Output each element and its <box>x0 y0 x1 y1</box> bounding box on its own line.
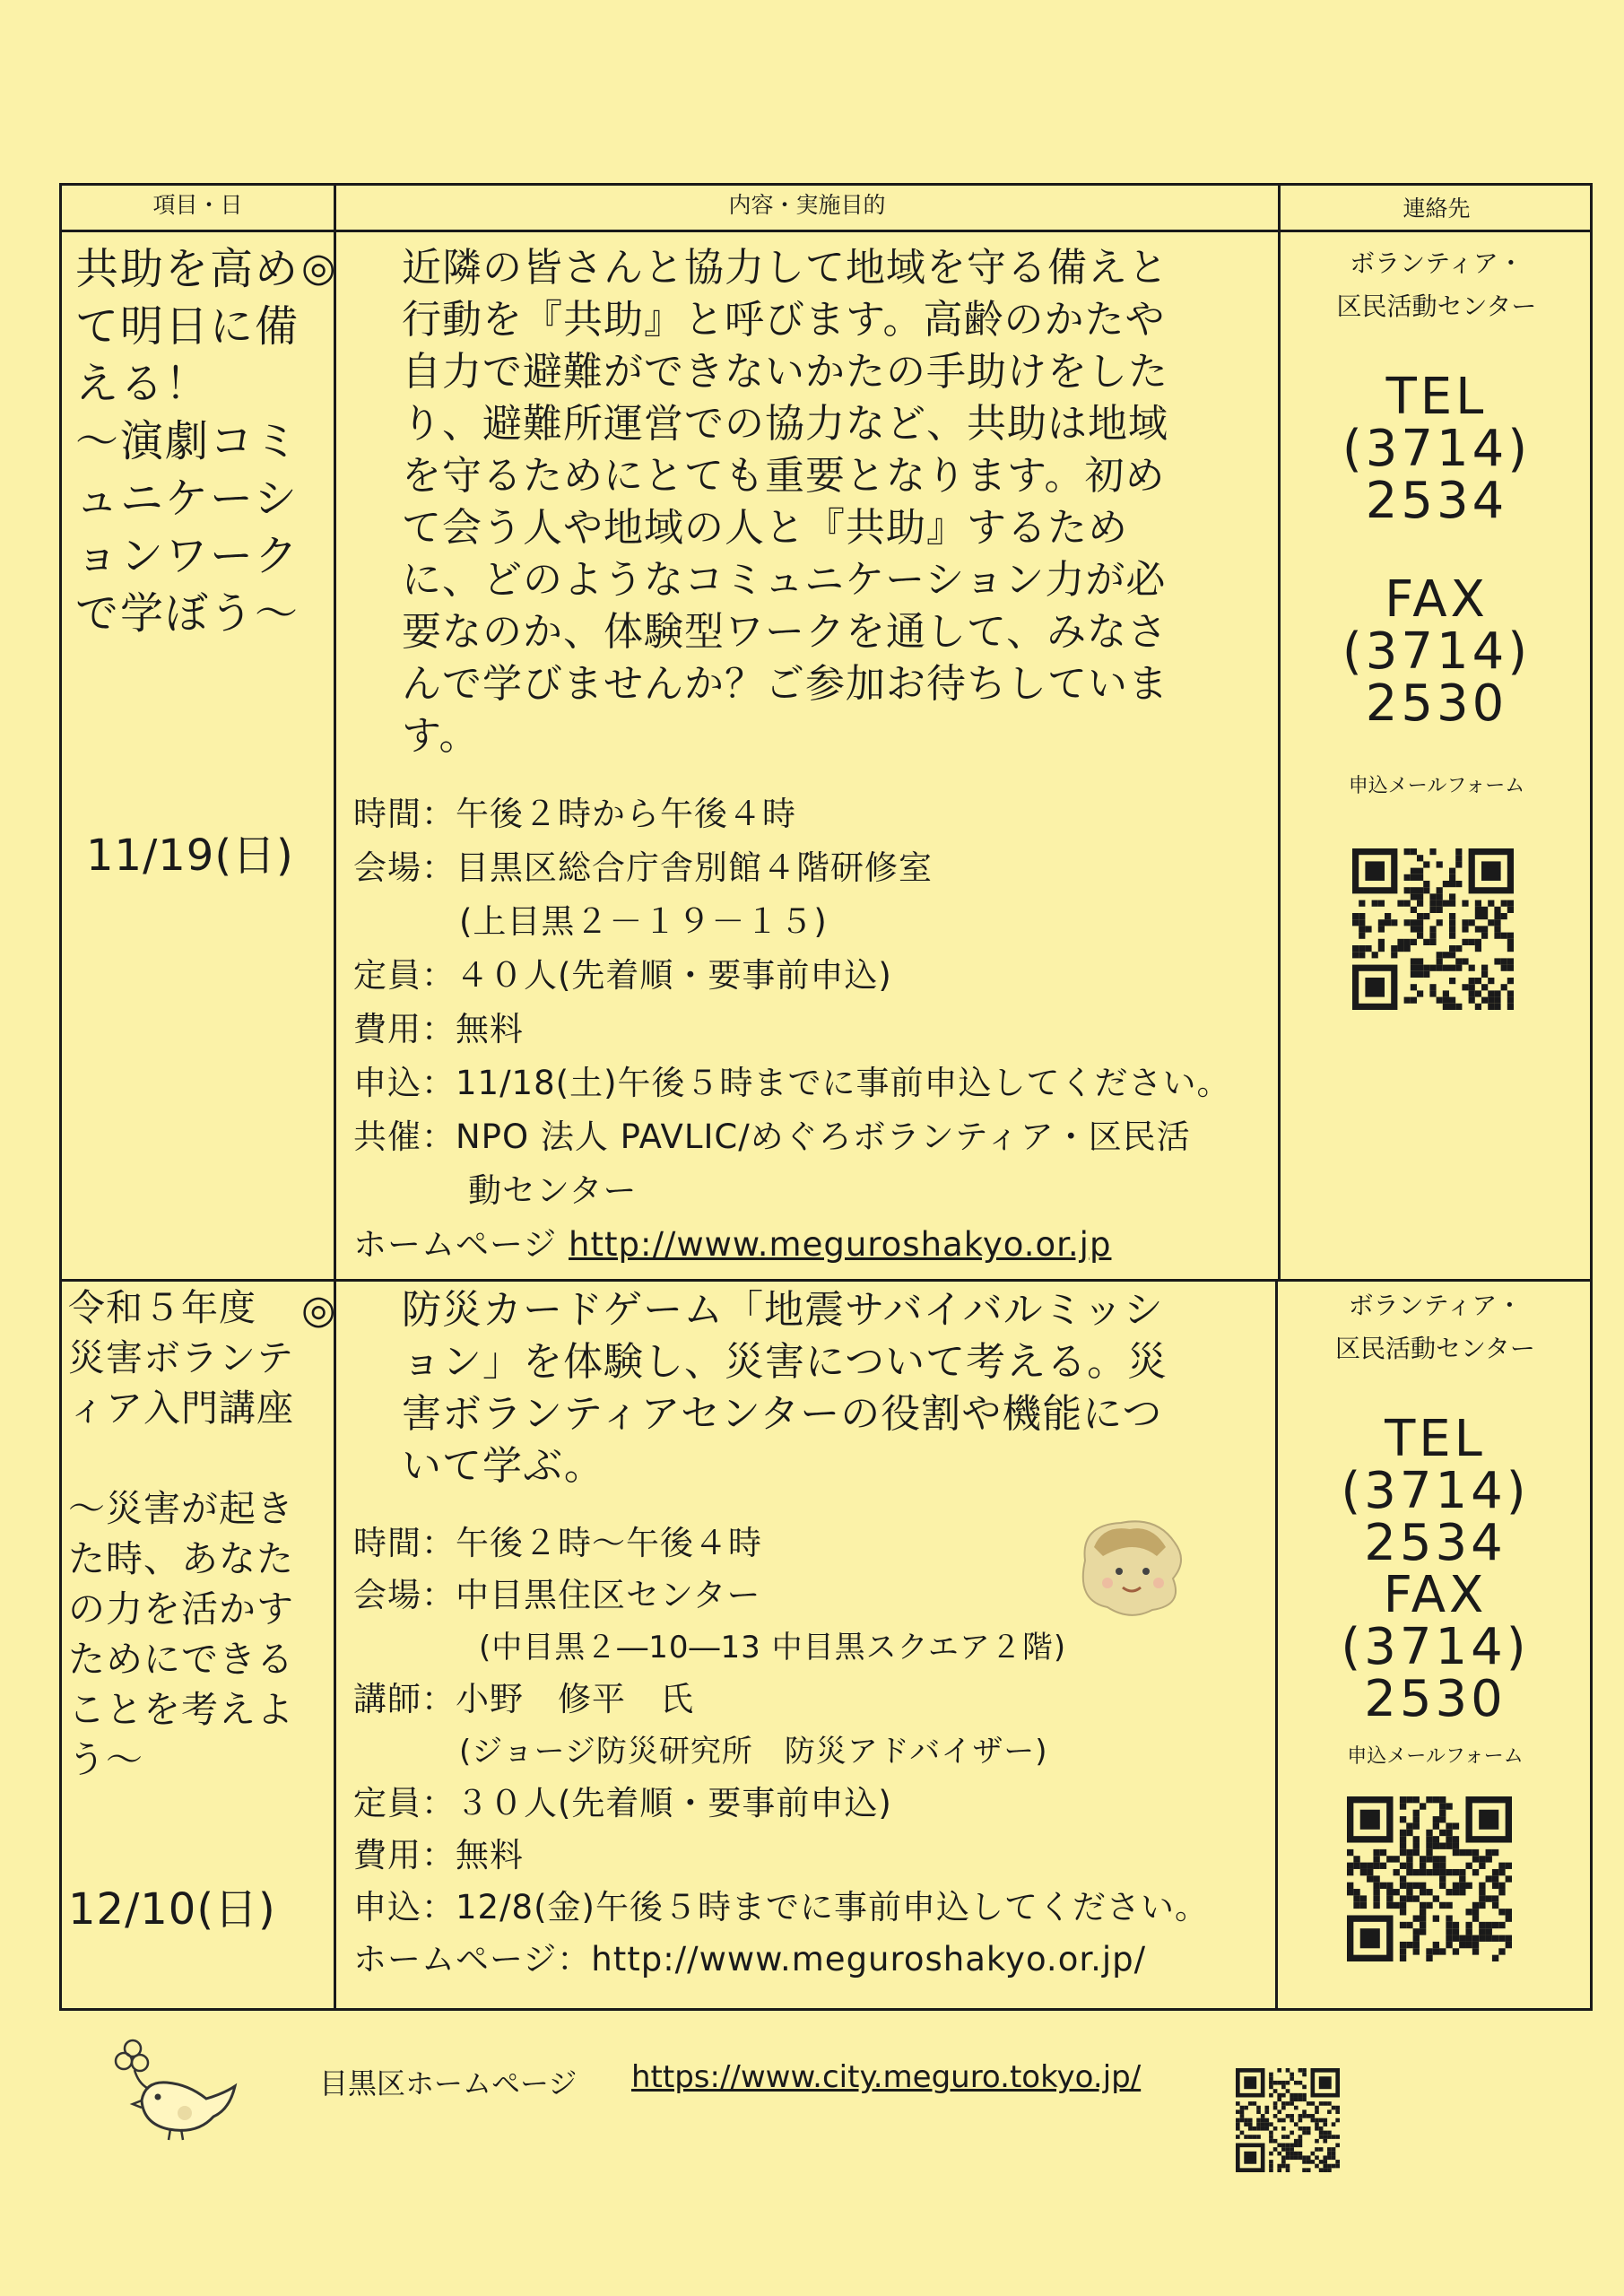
event1-homepage-label: ホームページ <box>353 1225 558 1264</box>
event1-capacity: 定員：４０人(先着順・要事前申込) <box>353 956 892 995</box>
contact1-qr-code[interactable] <box>1352 848 1514 1010</box>
contact2-qr-code[interactable] <box>1347 1796 1512 1961</box>
contact1 <box>1281 242 1593 800</box>
bird-illustration <box>108 2029 242 2145</box>
event2-apply: 申込：12/8(金)午後５時までに事前申込してください。 <box>353 1888 1209 1926</box>
header-contact: 連絡先 <box>1403 196 1471 222</box>
event2-title: 令和５年度 災害ボランテ ィア入門講座 ～災害が起き た時、あなた の力を活かす ためにできる ことを考えよ う～ <box>68 1286 294 1781</box>
header-divider <box>59 230 1593 232</box>
event1-title: 共助を高め て明日に備 える！ ～演劇コミ ュニケーシ ョンワーク で学ぼう～ <box>75 244 300 639</box>
event2-capacity: 定員：３０人(先着順・要事前申込) <box>353 1784 892 1822</box>
footer-qr-code[interactable] <box>1236 2068 1340 2172</box>
footer-link[interactable]: https://www.city.meguro.tokyo.jp/ <box>631 2059 1142 2095</box>
header-item-date: 項目・日 <box>152 192 243 218</box>
event1-fee: 費用：無料 <box>353 1010 524 1048</box>
contact2-tel-area: (3714) <box>1341 1462 1530 1520</box>
contact1-tel-area: (3714) <box>1342 420 1532 478</box>
event1-homepage-row <box>353 1218 1277 1272</box>
event1-venue: 会場：目黒区総合庁舎別館４階研修室 <box>353 848 933 887</box>
contact2-fax-label: FAX <box>1383 1566 1488 1624</box>
contact2-form-label: 申込メールフォーム <box>1347 1745 1524 1768</box>
event1-cohost: 共催：NPO 法人 PAVLIC/めぐろボランティア・区民活 <box>353 1118 1191 1156</box>
contact1-org-line2: 区民活動センター <box>1336 291 1537 321</box>
footer-label: 目黒区ホームページ <box>319 2066 578 2100</box>
contact1-fax-number: 2530 <box>1365 674 1508 733</box>
contact1-org-line1: ボランティア・ <box>1350 248 1524 278</box>
event2-venue: 会場：中目黒住区センター <box>353 1576 761 1614</box>
contact2-org-line1: ボランティア・ <box>1348 1291 1523 1320</box>
event1-apply: 申込：11/18(土)午後５時までに事前申込してください。 <box>353 1064 1231 1102</box>
event1-date: 11/19(日) <box>86 831 294 881</box>
event2-intro <box>301 1284 1275 1492</box>
event2-venue-address: (中目黒２―10―13 中目黒スクエア２階) <box>479 1630 1067 1665</box>
contact2-tel-label: TEL <box>1385 1410 1486 1468</box>
event1-homepage-link[interactable]: http://www.meguroshakyo.or.jp <box>569 1225 1112 1264</box>
event1-intro <box>301 242 1275 762</box>
event1-cohost-cont: 動センター <box>468 1171 638 1210</box>
event2-homepage[interactable]: ホームページ：http://www.meguroshakyo.or.jp/ <box>353 1940 1147 1979</box>
event2-intro-text: 防災カードゲーム「地震サバイバルミッシ ョン」を体験し、災害について考える。災 害ボランティアセンターの役割や機能につ いて学ぶ。 <box>402 1287 1168 1489</box>
contact2-tel-number: 2534 <box>1364 1514 1507 1572</box>
character-illustration <box>1067 1507 1193 1623</box>
contact1-form-label: 申込メールフォーム <box>1348 775 1525 797</box>
event1-venue-address: (上目黒２－１９－１５) <box>459 902 828 941</box>
contact1-tel-label: TEL <box>1385 368 1488 426</box>
contact2-org-line2: 区民活動センター <box>1335 1334 1535 1363</box>
contact1-fax-area: (3714) <box>1342 622 1532 681</box>
event2-lecturer-affiliation: (ジョージ防災研究所 防災アドバイザー) <box>459 1734 1048 1770</box>
contact2 <box>1278 1284 1593 1770</box>
event1-time: 時間：午後２時から午後４時 <box>353 795 796 833</box>
event2-date: 12/10(日) <box>68 1884 276 1935</box>
event2-bullet-icon: ◎ <box>301 1287 337 1333</box>
row-divider <box>59 1279 1593 1282</box>
contact1-tel-number: 2534 <box>1365 472 1508 530</box>
event2-fee: 費用：無料 <box>353 1836 524 1874</box>
event1-details <box>353 787 1277 1272</box>
event2-lecturer: 講師：小野 修平 氏 <box>353 1680 694 1718</box>
event2-time: 時間：午後２時～午後４時 <box>353 1524 762 1562</box>
contact1-fax-label: FAX <box>1385 570 1489 629</box>
event1-bullet-icon: ◎ <box>301 245 337 291</box>
header-content: 内容・実施目的 <box>728 192 886 218</box>
contact2-fax-area: (3714) <box>1341 1618 1530 1676</box>
contact2-fax-number: 2530 <box>1364 1670 1507 1728</box>
event1-intro-text: 近隣の皆さんと協力して地域を守る備えと 行動を『共助』と呼びます。高齢のかたや 自力で避難ができないかたの手助けをした り、避難所運営での協力など、共助は地域 を守るためにとても重要となります。初め て会う人や地域の人と『共助』するため に、どのようなコミュニケーション力が必 要なのか、体験型ワークを通して、みなさ んで学びませんか？ご参加お待ちしていま す。 <box>402 245 1168 759</box>
